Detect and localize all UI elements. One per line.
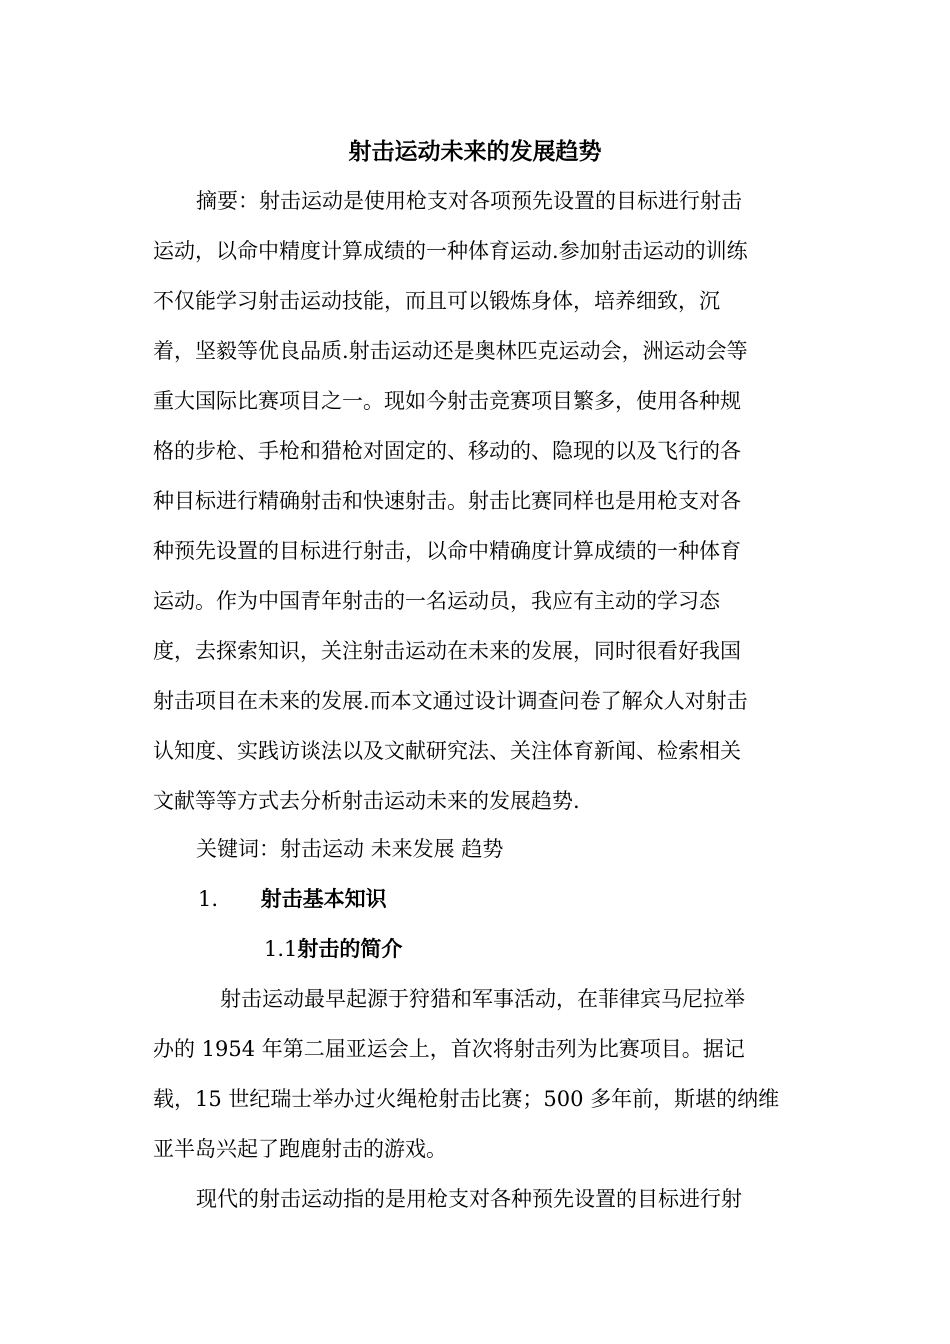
paragraph-line: 射击运动最早起源于狩猎和军事活动，在菲律宾马尼拉举 bbox=[220, 987, 745, 1011]
section-title: 射击基本知识 bbox=[260, 886, 387, 911]
abstract-line: 摘要：射击运动是使用枪支对各项预先设置的目标进行射击 bbox=[196, 189, 742, 213]
section-heading bbox=[198, 884, 387, 914]
subsection-title: 射击的简介 bbox=[297, 936, 403, 961]
abstract-line: 种预先设置的目标进行射击，以命中精确度计算成绩的一种体育 bbox=[153, 539, 741, 563]
abstract-line: 运动。作为中国青年射击的一名运动员，我应有主动的学习态 bbox=[153, 589, 720, 613]
subsection-heading bbox=[264, 934, 402, 964]
abstract-line: 格的步枪、手枪和猎枪对固定的、移动的、隐现的以及飞行的各 bbox=[153, 439, 741, 463]
keywords-line: 关键词：射击运动 未来发展 趋势 bbox=[196, 837, 504, 861]
abstract-line: 不仅能学习射击运动技能，而且可以锻炼身体，培养细致，沉 bbox=[153, 289, 720, 313]
abstract-line: 认知度、实践访谈法以及文献研究法、关注体育新闻、检索相关 bbox=[153, 739, 741, 763]
abstract-line: 运动，以命中精度计算成绩的一种体育运动.参加射击运动的训练 bbox=[153, 239, 748, 263]
paragraph-line: 现代的射击运动指的是用枪支对各种预先设置的目标进行射 bbox=[196, 1187, 742, 1211]
abstract-line: 着，坚毅等优良品质.射击运动还是奥林匹克运动会，洲运动会等 bbox=[153, 339, 748, 363]
abstract-line: 文献等等方式去分析射击运动未来的发展趋势. bbox=[153, 789, 580, 813]
paragraph-line: 载，15 世纪瑞士举办过火绳枪射击比赛；500 多年前，斯堪的纳维 bbox=[153, 1087, 780, 1111]
document-title: 射击运动未来的发展趋势 bbox=[348, 138, 602, 165]
paragraph-line: 办的 1954 年第二届亚运会上，首次将射击列为比赛项目。据记 bbox=[153, 1037, 745, 1061]
abstract-line: 种目标进行精确射击和快速射击。射击比赛同样也是用枪支对各 bbox=[153, 489, 741, 513]
subsection-number: 1.1 bbox=[264, 937, 298, 961]
section-number: 1. bbox=[198, 887, 219, 911]
abstract-line: 射击项目在未来的发展.而本文通过设计调查问卷了解众人对射击 bbox=[153, 689, 748, 713]
paragraph-line: 亚半岛兴起了跑鹿射击的游戏。 bbox=[153, 1137, 447, 1161]
abstract-line: 度，去探索知识，关注射击运动在未来的发展，同时很看好我国 bbox=[153, 639, 741, 663]
abstract-line: 重大国际比赛项目之一。现如今射击竞赛项目繁多，使用各种规 bbox=[153, 389, 741, 413]
